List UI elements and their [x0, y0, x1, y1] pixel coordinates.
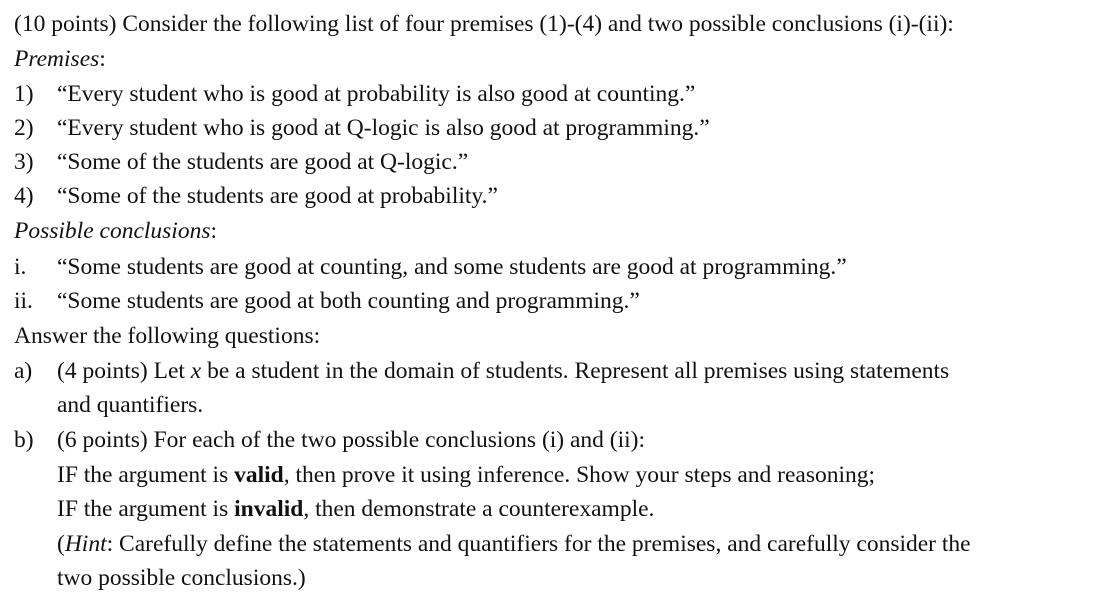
valid-pre: IF the argument is [57, 462, 235, 488]
question-b-hint-line-1 [57, 530, 971, 558]
conclusion-text: “Some students are good at both counting and programming.” [57, 288, 640, 314]
premises-heading-label: Premises [14, 46, 100, 72]
question-b-label: b) [14, 427, 34, 453]
conclusions-heading-label: Possible conclusions [14, 218, 211, 244]
questions-heading: Answer the following questions: [14, 323, 321, 349]
hint-open: ( [57, 531, 65, 557]
conclusions-heading [14, 217, 217, 245]
conclusion-text: “Some students are good at counting, and some students are good at programming.” [57, 254, 847, 280]
premise-label: 4) [14, 183, 34, 209]
premise-text: “Some of the students are good at Q-logic.” [57, 149, 469, 175]
invalid-post: , then demonstrate a counterexample. [303, 496, 655, 522]
hint-word: Hint [64, 531, 107, 557]
conclusion-label: i. [14, 254, 27, 280]
conclusions-heading-colon: : [210, 218, 217, 244]
hint-text: : Carefully define the statements and quantifiers for the premises, and carefully consider the [106, 531, 971, 557]
invalid-word: invalid [234, 496, 304, 522]
question-b-text: (6 points) For each of the two possible conclusions (i) and (ii): [57, 427, 646, 453]
question-b-hint-line-2: two possible conclusions.) [57, 565, 306, 591]
premise-text: “Some of the students are good at probability.” [57, 183, 498, 209]
question-b-valid-line [57, 461, 875, 489]
valid-word: valid [234, 462, 284, 488]
premise-label: 1) [14, 81, 34, 107]
invalid-pre: IF the argument is [57, 496, 235, 522]
question-a-variable: x [190, 358, 202, 384]
premise-label: 2) [14, 115, 34, 141]
conclusion-label: ii. [14, 288, 33, 314]
valid-post: , then prove it using inference. Show your steps and reasoning; [283, 462, 876, 488]
premises-heading-colon: : [99, 46, 106, 72]
problem-intro: (10 points) Consider the following list of four premises (1)-(4) and two possible conclusions (i)-(ii): [14, 11, 954, 37]
premise-label: 3) [14, 149, 34, 175]
premise-text: “Every student who is good at probability is also good at counting.” [57, 81, 696, 107]
question-a-label: a) [14, 358, 33, 384]
question-a-pre: (4 points) Let [57, 358, 191, 384]
premise-text: “Every student who is good at Q-logic is also good at programming.” [57, 115, 710, 141]
question-b-invalid-line [57, 495, 654, 523]
question-a-text [57, 357, 949, 385]
premises-heading [14, 45, 106, 73]
question-a-post: be a student in the domain of students. Represent all premises using statements [201, 358, 950, 384]
question-a-line-2: and quantifiers. [57, 392, 204, 418]
